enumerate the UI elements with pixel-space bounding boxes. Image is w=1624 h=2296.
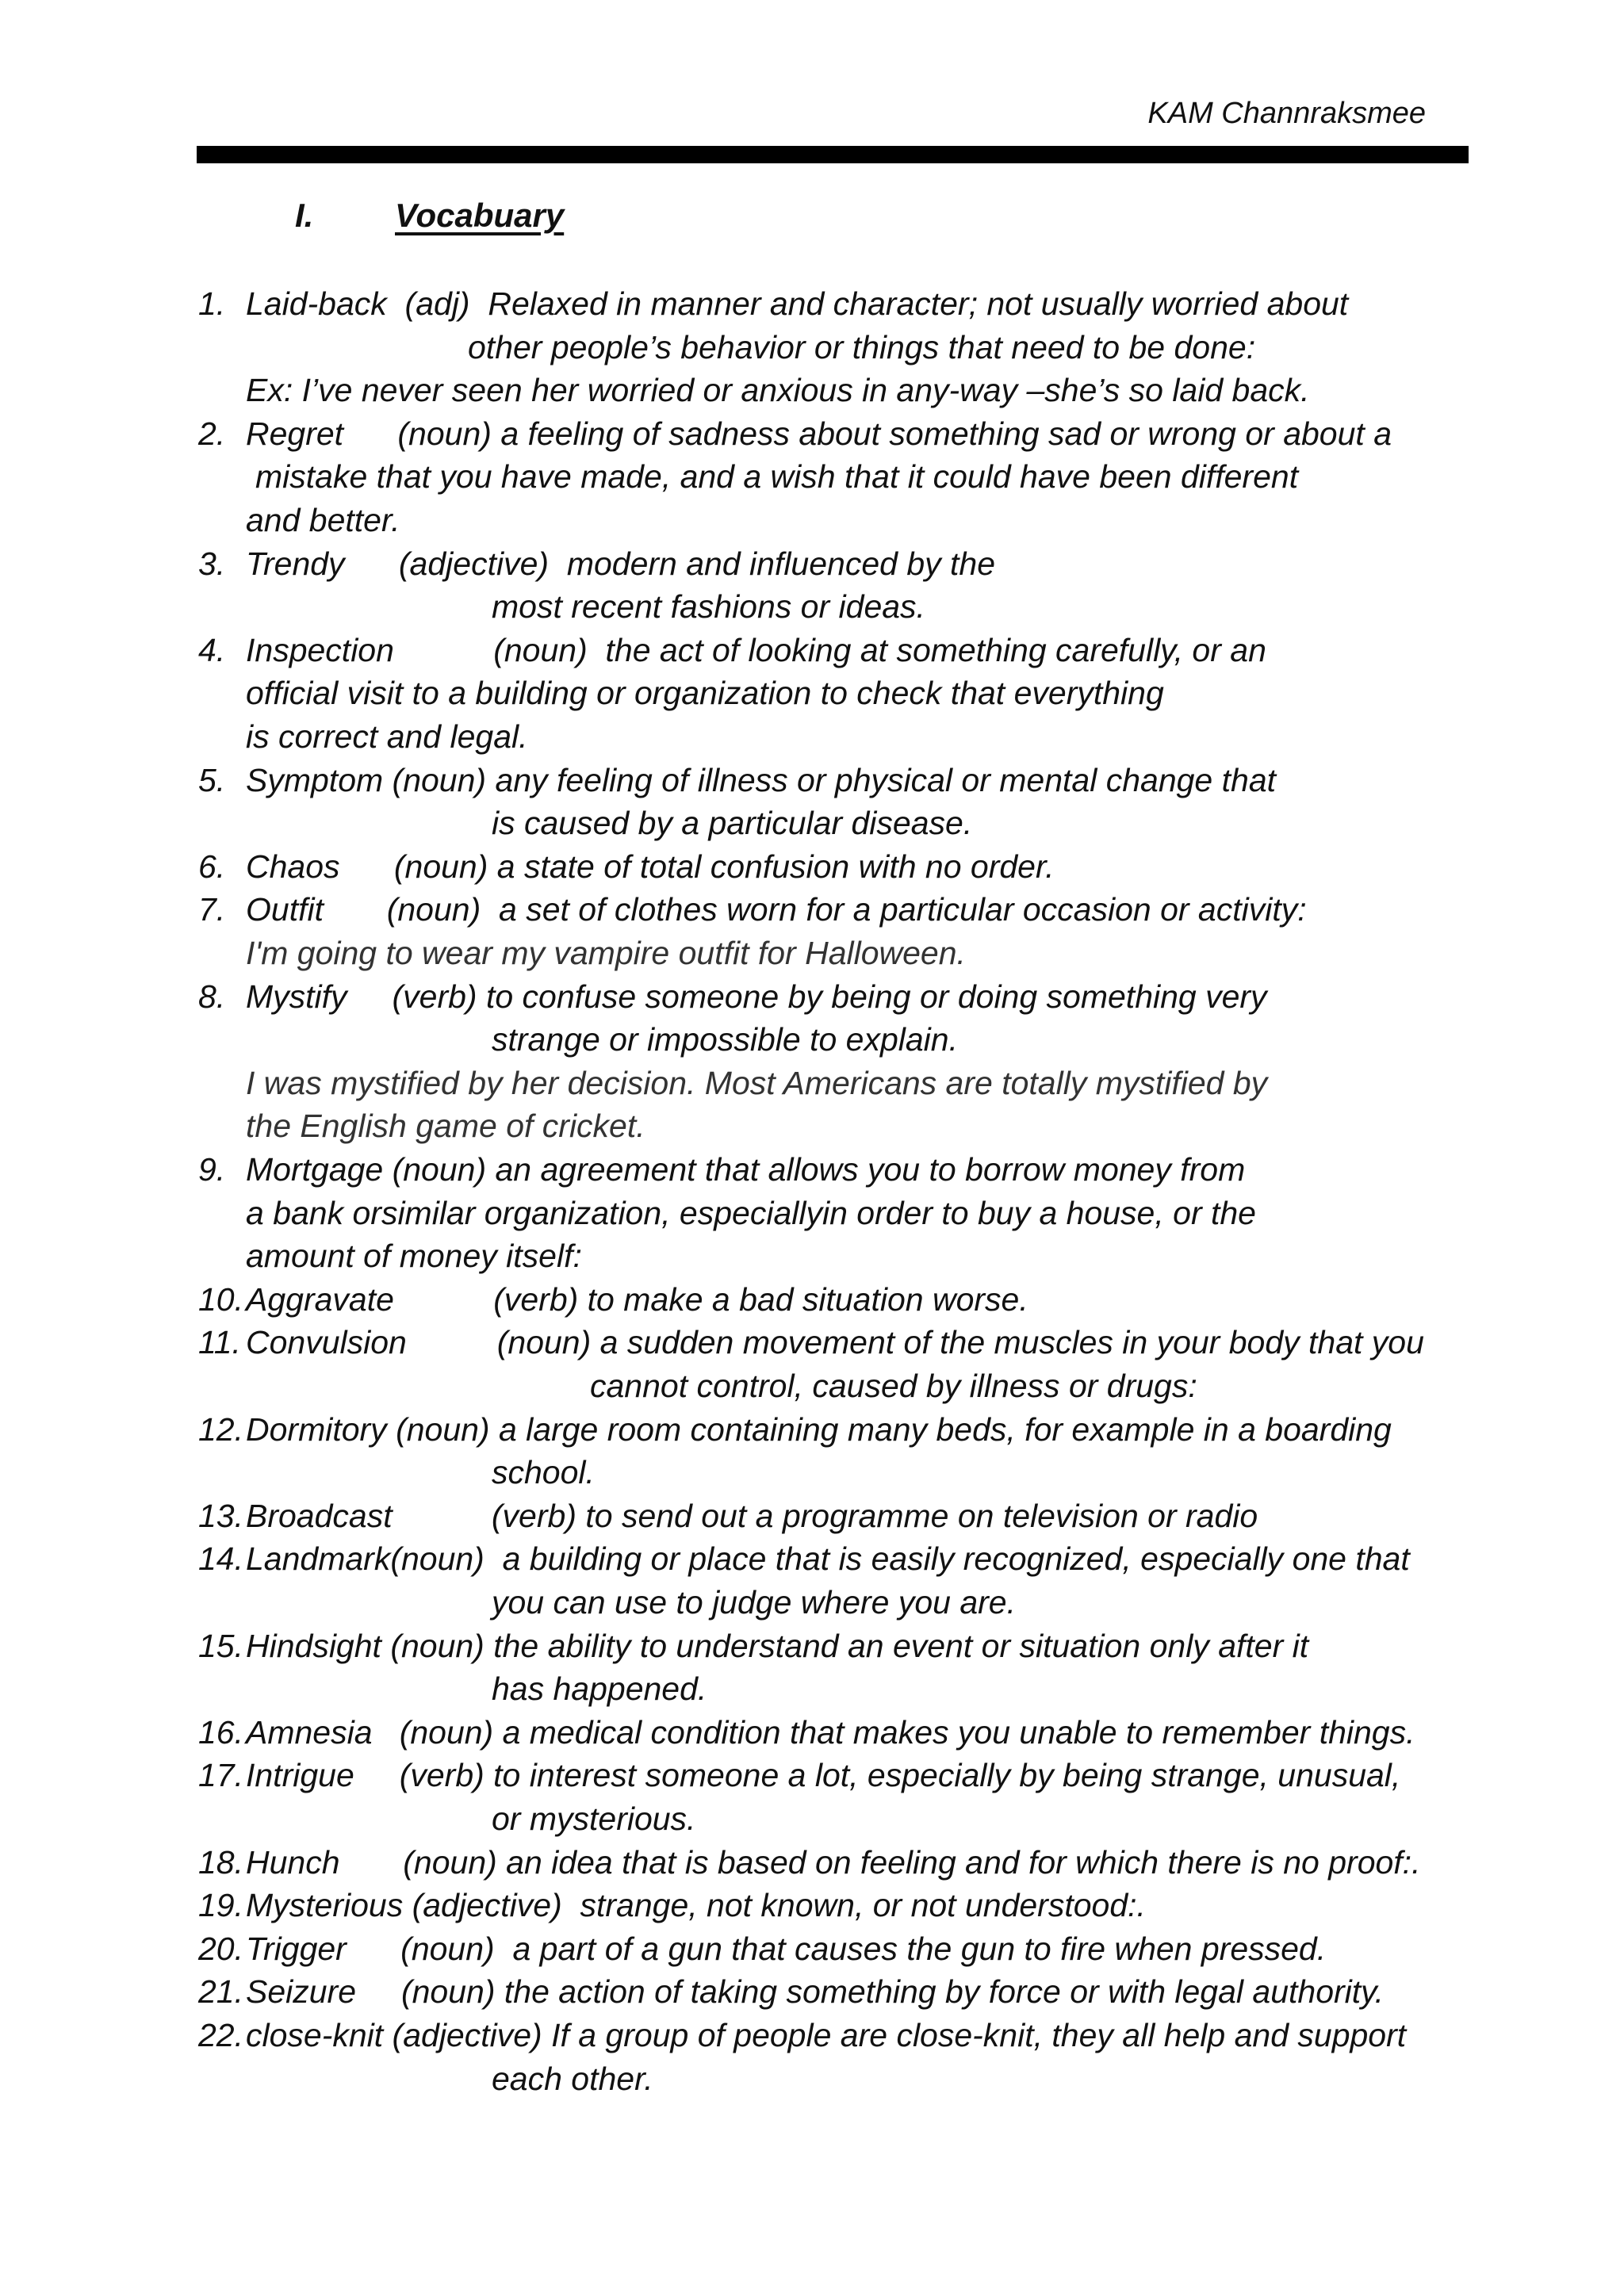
item-number: 5. [198, 762, 226, 798]
section-title: Vocabuary [395, 197, 565, 234]
item-number: 4. [198, 632, 226, 668]
vocab-line: Chaos (noun) a state of total confusion with no order. [246, 848, 1055, 885]
vocab-line: Ex: I’ve never seen her worried or anxious in any-way –she’s so laid back. [246, 372, 1310, 408]
vocab-line: Trigger (noun) a part of a gun that causes the gun to fire when pressed. [246, 1931, 1327, 1967]
vocab-line: Landmark(noun) a building or place that is easily recognized, especially one that [246, 1540, 1410, 1577]
section-number: I. [295, 197, 314, 234]
vocab-line: each other. [492, 2061, 653, 2097]
vocab-line: Regret (noun) a feeling of sadness about something sad or wrong or about a [246, 415, 1392, 452]
vocab-line: a bank orsimilar organization, especiallyin order to buy a house, or the [246, 1195, 1256, 1231]
item-number: 8. [198, 978, 226, 1015]
item-number: 13. [198, 1498, 243, 1534]
vocab-line: Laid-back (adj) Relaxed in manner and character; not usually worried about [246, 285, 1349, 322]
vocab-line: Mystify (verb) to confuse someone by being or doing something very [246, 978, 1267, 1015]
vocab-line: Broadcast (verb) to send out a programme on television or radio [246, 1498, 1258, 1534]
vocab-line: is caused by a particular disease. [492, 805, 973, 841]
vocab-line: has happened. [492, 1670, 707, 1707]
item-number: 15. [198, 1628, 243, 1664]
vocab-line: Mortgage (noun) an agreement that allows you to borrow money from [246, 1151, 1246, 1188]
vocab-line: Trendy (adjective) modern and influenced by the [246, 545, 996, 582]
item-number: 6. [198, 848, 226, 885]
vocab-line: cannot control, caused by illness or drugs: [590, 1368, 1197, 1404]
vocab-line: amount of money itself: [246, 1238, 582, 1274]
vocab-line: Aggravate (verb) to make a bad situation worse. [246, 1281, 1028, 1318]
header-rule [197, 146, 1469, 163]
vocab-line: close-knit (adjective) If a group of people are close-knit, they all help and support [246, 2017, 1407, 2053]
item-number: 12. [198, 1411, 243, 1448]
vocab-line: most recent fashions or ideas. [492, 588, 925, 625]
vocab-line: other people’s behavior or things that need to be done: [468, 329, 1256, 365]
item-number: 18. [198, 1844, 243, 1881]
vocab-line: Symptom (noun) any feeling of illness or physical or mental change that [246, 762, 1277, 798]
vocab-line: Convulsion (noun) a sudden movement of the muscles in your body that you [246, 1324, 1424, 1360]
item-number: 20. [198, 1931, 243, 1967]
item-number: 17. [198, 1757, 243, 1793]
item-number: 2. [198, 415, 226, 452]
vocab-line: Outfit (noun) a set of clothes worn for a particular occasion or activity: [246, 891, 1307, 928]
item-number: 19. [198, 1887, 243, 1923]
vocab-line: official visit to a building or organization to check that everything [246, 675, 1164, 711]
vocab-line: Hindsight (noun) the ability to understand an event or situation only after it [246, 1628, 1309, 1664]
vocab-line: Dormitory (noun) a large room containing many beds, for example in a boarding [246, 1411, 1392, 1448]
vocab-line: Hunch (noun) an idea that is based on feeling and for which there is no proof:. [246, 1844, 1421, 1881]
item-number: 1. [198, 285, 226, 322]
vocab-line: you can use to judge where you are. [492, 1584, 1016, 1621]
vocab-line: the English game of cricket. [246, 1108, 645, 1144]
vocab-line: I'm going to wear my vampire outfit for Halloween. [246, 935, 966, 971]
item-number: 22. [198, 2017, 243, 2053]
item-number: 14. [198, 1540, 243, 1577]
vocab-line: is correct and legal. [246, 718, 528, 755]
vocab-line: strange or impossible to explain. [492, 1021, 958, 1058]
vocab-line: Mysterious (adjective) strange, not known, or not understood:. [246, 1887, 1146, 1923]
item-number: 11. [198, 1324, 241, 1360]
item-number: 3. [198, 545, 226, 582]
item-number: 10. [198, 1281, 243, 1318]
item-number: 21. [198, 1973, 243, 2010]
vocab-line: Intrigue (verb) to interest someone a lot, especially by being strange, unusual, [246, 1757, 1401, 1793]
vocab-line: or mysterious. [492, 1800, 696, 1837]
item-number: 7. [198, 891, 226, 928]
header-author: KAM Channraksmee [1147, 97, 1426, 130]
vocab-line: Inspection (noun) the act of looking at something carefully, or an [246, 632, 1266, 668]
vocab-line: Amnesia (noun) a medical condition that makes you unable to remember things. [246, 1714, 1415, 1751]
item-number: 9. [198, 1151, 226, 1188]
item-number: 16. [198, 1714, 243, 1751]
vocab-line: mistake that you have made, and a wish that it could have been different [255, 458, 1299, 495]
vocab-line: I was mystified by her decision. Most Americans are totally mystified by [246, 1065, 1268, 1101]
vocab-line: Seizure (noun) the action of taking something by force or with legal authority. [246, 1973, 1384, 2010]
vocab-line: and better. [246, 502, 400, 538]
vocab-line: school. [492, 1454, 595, 1490]
